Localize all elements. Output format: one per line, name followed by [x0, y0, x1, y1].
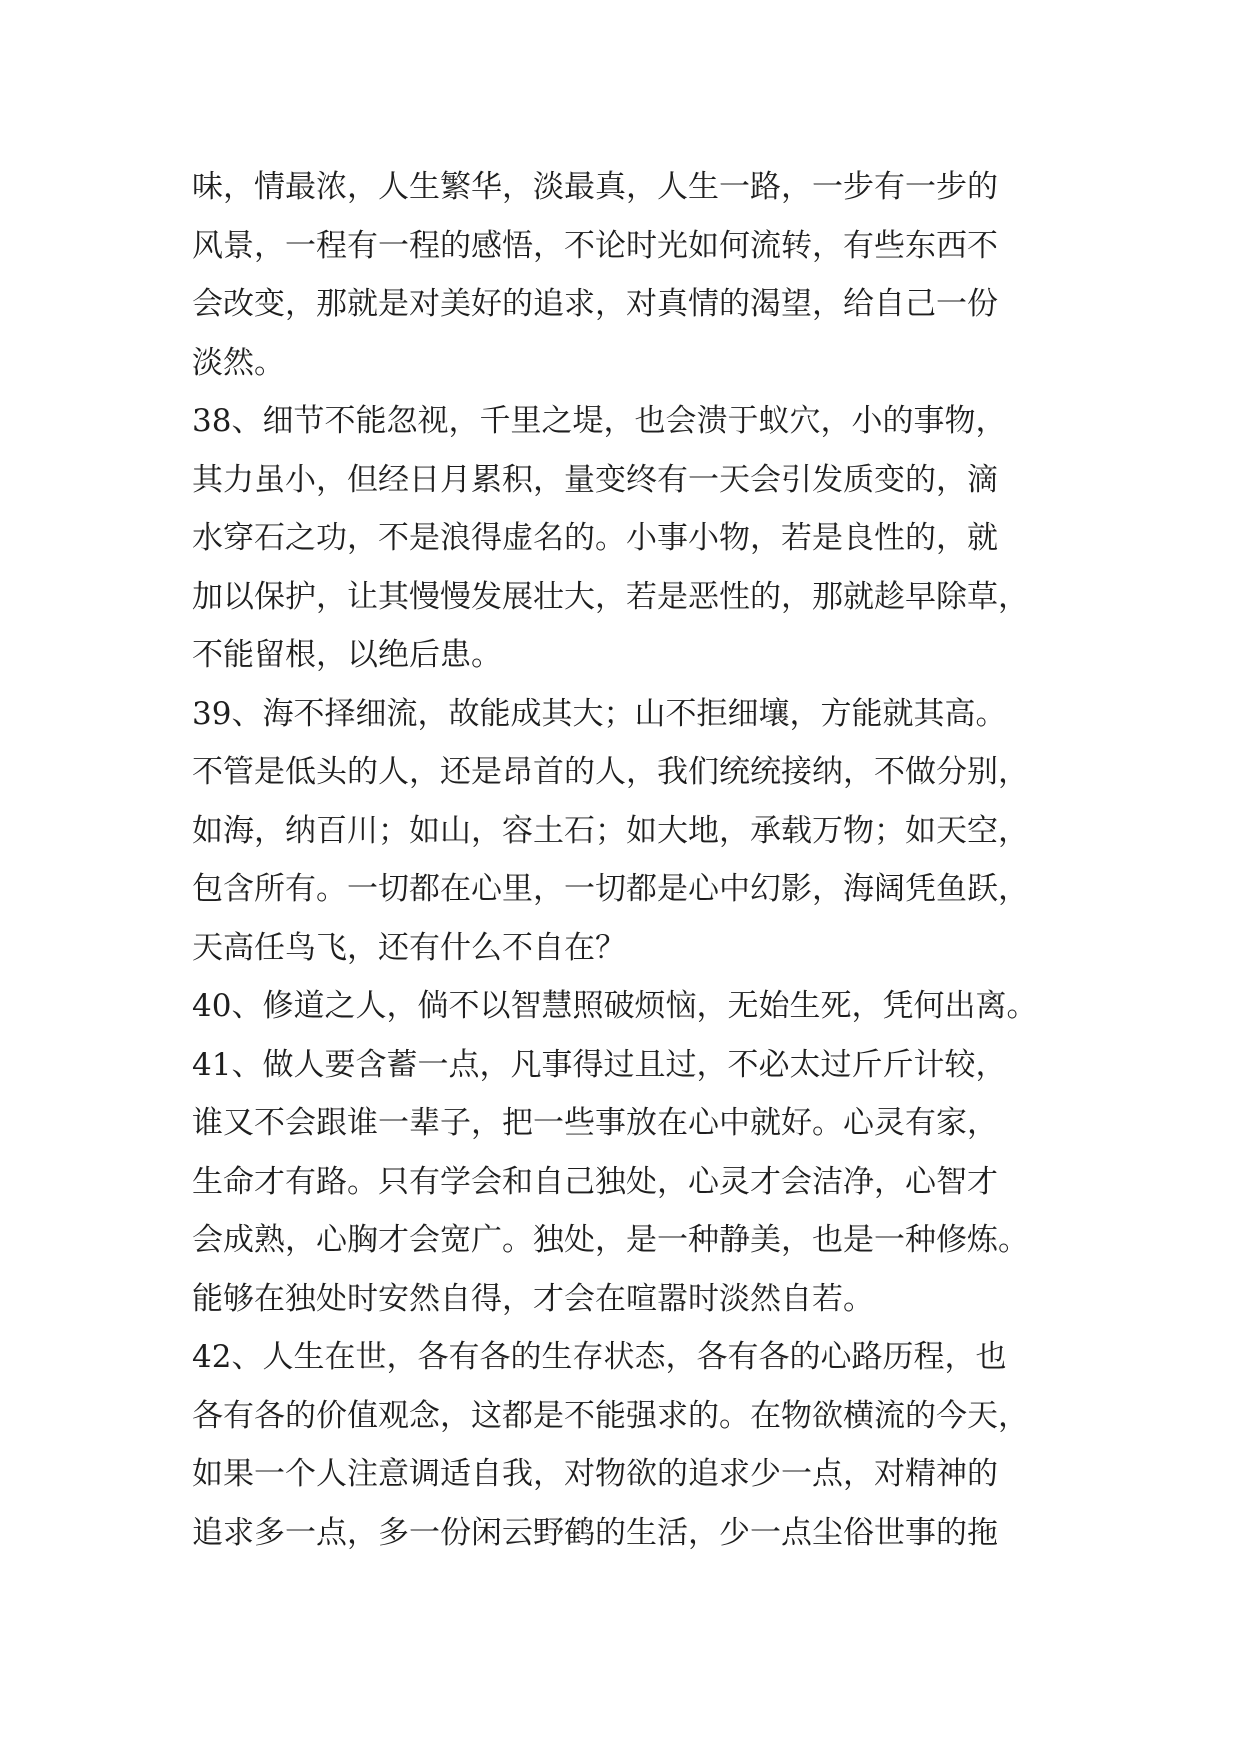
- text-line: 加以保护，让其慢慢发展壮大，若是恶性的，那就趁早除草，: [192, 578, 1029, 615]
- text-line: 39、海不择细流，故能成其大；山不拒细壤，方能就其高。: [192, 695, 1007, 732]
- text-line: 风景，一程有一程的感悟，不论时光如何流转，有些东西不: [192, 227, 998, 264]
- text-line: 谁又不会跟谁一辈子，把一些事放在心中就好。心灵有家，: [192, 1105, 998, 1141]
- text-line: 能够在独处时安然自得，才会在喧嚣时淡然自若。: [192, 1280, 874, 1317]
- text-line: 38、细节不能忽视，千里之堤，也会溃于蚁穴，小的事物，: [192, 403, 1007, 439]
- text-line: 水穿石之功，不是浪得虚名的。小事小物，若是良性的，就: [192, 520, 998, 556]
- text-line: 不能留根，以绝后患。: [192, 637, 502, 673]
- text-line: 包含所有。一切都在心里，一切都是心中幻影，海阔凭鱼跃，: [192, 871, 1029, 907]
- text-line: 如海，纳百川；如山，容土石；如大地，承载万物；如天空，: [192, 812, 1029, 849]
- text-line: 41、做人要含蓄一点，凡事得过且过，不必太过斤斤计较，: [192, 1046, 1007, 1083]
- text-line: 如果一个人注意调适自我，对物欲的追求少一点，对精神的: [192, 1456, 998, 1492]
- text-line: 其力虽小，但经日月累积，量变终有一天会引发质变的，滴: [192, 461, 998, 498]
- text-line: 会成熟，心胸才会宽广。独处，是一种静美，也是一种修炼。: [192, 1222, 1029, 1258]
- document-text-body: [192, 158, 1092, 1562]
- text-line: 各有各的价值观念，这都是不能强求的。在物欲横流的今天，: [192, 1397, 1029, 1434]
- text-line: 42、人生在世，各有各的生存状态，各有各的心路历程，也: [192, 1339, 1007, 1375]
- text-line: 味，情最浓，人生繁华，淡最真，人生一路，一步有一步的: [192, 169, 998, 205]
- text-line: 追求多一点，多一份闲云野鹤的生活，少一点尘俗世事的拖: [192, 1514, 998, 1551]
- text-line: 40、修道之人，倘不以智慧照破烦恼，无始生死，凭何出离。: [192, 988, 1038, 1024]
- text-line: 淡然。: [192, 344, 285, 381]
- text-line: 会改变，那就是对美好的追求，对真情的渴望，给自己一份: [192, 286, 998, 322]
- text-line: 天高任鸟飞，还有什么不自在？: [192, 929, 626, 966]
- text-line: 不管是低头的人，还是昂首的人，我们统统接纳，不做分别，: [192, 754, 1029, 790]
- text-line: 生命才有路。只有学会和自己独处，心灵才会洁净，心智才: [192, 1163, 998, 1200]
